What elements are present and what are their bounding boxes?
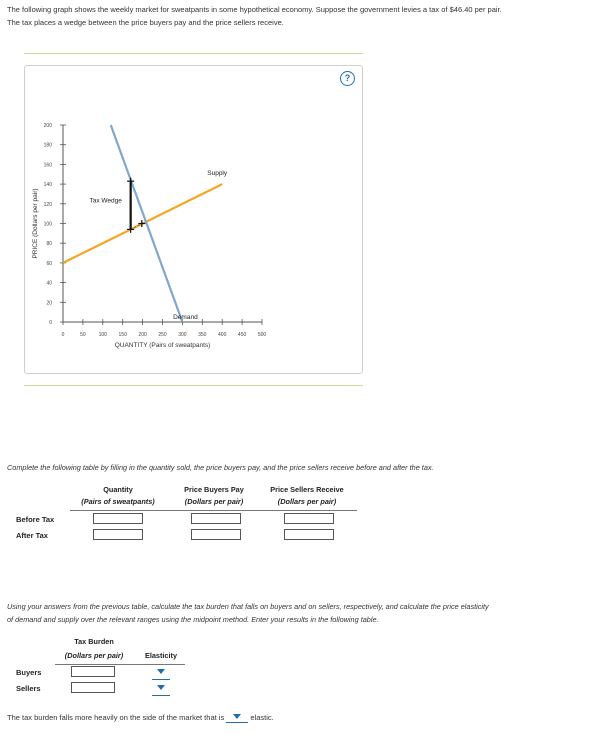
x-tick-label: 350 — [198, 332, 207, 338]
intro-text — [7, 3, 602, 29]
x-tick-label: 200 — [138, 332, 147, 338]
col-sellers-price-title: Price Sellers Receive — [270, 485, 344, 494]
x-tick-label: 500 — [257, 332, 267, 338]
demand-elasticity-dropdown[interactable] — [157, 669, 165, 674]
x-tick-label: 250 — [158, 332, 167, 338]
demand-elasticity-underline — [152, 679, 170, 680]
row-before-tax: Before Tax — [16, 515, 55, 524]
graph-panel — [24, 65, 363, 374]
supply-elasticity-underline — [152, 695, 170, 696]
col-buyers-price-unit: (Dollars per pair) — [184, 497, 244, 506]
row-after-tax: After Tax — [16, 531, 48, 540]
table1-header-rule — [70, 510, 357, 511]
y-tick-label: 0 — [49, 320, 52, 326]
col-tax-burden-title: Tax Burden — [74, 637, 114, 646]
x-tick-label: 100 — [98, 332, 107, 338]
y-tick-label: 160 — [43, 162, 52, 169]
supply-elasticity-dropdown[interactable] — [157, 685, 165, 690]
col-tax-burden-unit: (Dollars per pair) — [64, 651, 124, 660]
market-side-dropdown[interactable] — [226, 714, 248, 723]
table2-header-rule — [55, 664, 185, 665]
x-tick-label: 450 — [237, 332, 247, 338]
demand-curve — [111, 125, 183, 322]
before-tax-quantity-input[interactable] — [93, 513, 143, 524]
after-tax-buyers-price-input[interactable] — [191, 529, 241, 540]
row-buyers: Buyers — [16, 668, 42, 677]
col-quantity-unit: (Pairs of sweatpants) — [81, 497, 155, 506]
col-sellers-price-unit: (Dollars per pair) — [277, 497, 337, 506]
intro-line-1: The following graph shows the weekly market for sweatpants in some hypothetical economy. Suppose the government levies a tax of $46.40 per pair. — [7, 5, 502, 14]
supply-label: Supply — [207, 170, 228, 178]
demand-label: Demand — [173, 314, 198, 321]
x-axis-label: QUANTITY (Pairs of sweatpants) — [114, 342, 211, 349]
y-tick-label: 180 — [43, 142, 52, 149]
market-side-underline — [226, 722, 248, 723]
help-button[interactable]: ? — [340, 71, 355, 86]
table2-instruction-line-2: of demand and supply over the relevant ranges using the midpoint method. Enter your results in the following table. — [7, 615, 379, 624]
x-tick-label: 0 — [61, 332, 65, 338]
x-tick-label: 150 — [118, 332, 127, 338]
y-tick-label: 60 — [46, 260, 52, 267]
table1-instruction: Complete the following table by filling in the quantity sold, the price buyers pay, and the price sellers receive before and after the tax. — [7, 463, 434, 472]
y-axis-label: PRICE (Dollars per pair) — [32, 188, 39, 259]
final-sentence-end: elastic. — [250, 713, 274, 722]
row-sellers: Sellers — [16, 684, 41, 693]
y-tick-label: 100 — [43, 221, 52, 228]
col-quantity-title: Quantity — [103, 485, 133, 494]
final-sentence-start: The tax burden falls more heavily on the side of the market that is — [7, 713, 225, 722]
after-tax-sellers-price-input[interactable] — [284, 529, 334, 540]
chevron-down-icon — [233, 714, 241, 719]
x-tick-label: 300 — [178, 332, 187, 338]
divider-top — [24, 53, 363, 54]
after-tax-quantity-input[interactable] — [93, 529, 143, 540]
supply-demand-chart — [25, 66, 362, 373]
x-tick-label: 50 — [80, 332, 86, 338]
buyers-tax-burden-input[interactable] — [71, 666, 115, 677]
y-tick-label: 20 — [46, 300, 52, 307]
divider-bottom — [24, 385, 363, 386]
table2-instruction — [7, 600, 602, 626]
y-tick-label: 200 — [43, 123, 52, 129]
before-tax-sellers-price-input[interactable] — [284, 513, 334, 524]
y-tick-label: 140 — [43, 182, 52, 189]
table2-instruction-line-1: Using your answers from the previous table, calculate the tax burden that falls on buyers and on sellers, respectively, and calculate the price elasticity — [7, 602, 489, 611]
x-tick-label: 400 — [218, 332, 227, 338]
y-tick-label: 40 — [46, 280, 52, 287]
final-sentence — [7, 713, 274, 723]
tax-wedge-label: Tax Wedge — [89, 197, 122, 205]
col-buyers-price-title: Price Buyers Pay — [184, 485, 244, 494]
y-tick-label: 120 — [43, 201, 52, 208]
col-elasticity-title: Elasticity — [144, 651, 178, 660]
sellers-tax-burden-input[interactable] — [71, 682, 115, 693]
before-tax-buyers-price-input[interactable] — [191, 513, 241, 524]
intro-line-2: The tax places a wedge between the price buyers pay and the price sellers receive. — [7, 18, 284, 27]
y-tick-label: 80 — [46, 241, 52, 248]
